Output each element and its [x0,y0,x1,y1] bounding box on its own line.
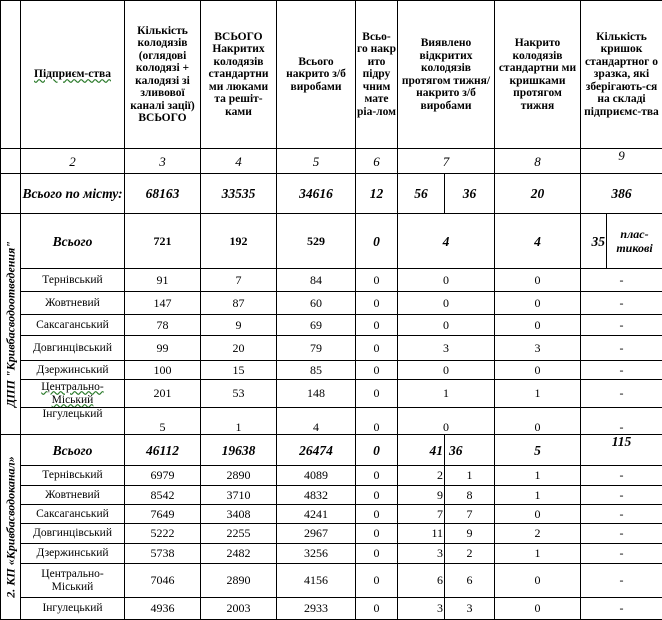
cell: 9 [445,524,495,544]
cell: 0 [495,598,581,620]
cell: - [581,544,662,564]
cell: 7046 [125,564,201,598]
cell: 0 [356,544,398,564]
group2-total-c9: 115 [581,435,662,466]
cell: 0 [356,380,398,408]
cell: 0 [398,408,495,435]
cell: 5222 [125,524,201,544]
cell: 2 [495,524,581,544]
cell: 0 [356,336,398,361]
cell: 0 [356,505,398,524]
cell: 6979 [125,466,201,486]
city-total-c7a: 56 [398,174,445,214]
cell: 0 [356,486,398,505]
cell: - [581,564,662,598]
cell: 0 [495,361,581,380]
cell: - [581,361,662,380]
city-total-row [1,174,662,214]
num-blank [1,149,21,174]
num-cell: 6 [356,149,398,174]
header-row [1,1,662,149]
cell: 0 [356,564,398,598]
cell: - [581,505,662,524]
num-cell: 4 [201,149,277,174]
cell: 4156 [277,564,356,598]
cell: 2933 [277,598,356,620]
cell: 6 [398,564,445,598]
cell: 3 [445,598,495,620]
header-covered-week: Накрито колодязів стандартни ми кришками протягом тижня [495,1,581,149]
table-row [1,505,662,524]
district-name: Саксаганський [21,505,125,524]
table-row [1,408,662,435]
cell: - [581,598,662,620]
cell: 0 [495,315,581,336]
city-total-c6: 12 [356,174,398,214]
cell: 0 [356,292,398,315]
district-name: Центрально-Міський [21,380,125,408]
group1-total-c4: 192 [201,214,277,269]
city-total-label: Всього по місту: [21,174,125,214]
district-name: Центрально-Міський [21,564,125,598]
group1-total-c7: 4 [398,214,495,269]
district-name: Жовтневий [21,486,125,505]
cell: - [581,408,662,435]
cell: 20 [201,336,277,361]
district-name: Довгинцівський [21,336,125,361]
cell: 3408 [201,505,277,524]
header-open-found: Виявлено відкритих колодязів протягом тижня/ накрито з/б виробами [398,1,495,149]
group2-total-c3: 46112 [125,435,201,466]
num-cell: 5 [277,149,356,174]
district-name: Тернівський [21,269,125,292]
group2-total-label: Всього [21,435,125,466]
cell: 3710 [201,486,277,505]
cell: 0 [356,598,398,620]
cell: 2255 [201,524,277,544]
cell: 0 [495,564,581,598]
cell: 5738 [125,544,201,564]
cell: - [581,292,662,315]
cell: 85 [277,361,356,380]
cell: 60 [277,292,356,315]
cell: 3 [398,336,495,361]
cell: 3 [495,336,581,361]
cell: 2967 [277,524,356,544]
table-row [1,598,662,620]
cell: - [581,524,662,544]
header-total-wells: Кількість колодязів (оглядові колодязі + калодязі зі зливової каналі зації) ВСЬОГО [125,1,201,149]
table-row [1,361,662,380]
cell: 148 [277,380,356,408]
table-row [1,380,662,408]
cell: 100 [125,361,201,380]
cell: 84 [277,269,356,292]
group2-total-c4: 19638 [201,435,277,466]
group1-total-c5: 529 [277,214,356,269]
cell: 4241 [277,505,356,524]
district-name: Жовтневий [21,292,125,315]
num-cell: 7 [398,149,495,174]
city-total-c9: 386 [581,174,662,214]
header-standard-covers: ВСЬОГО Накритих колодязів стандартни ми люками та решіт-ками [201,1,277,149]
cell: 0 [356,524,398,544]
cell: 78 [125,315,201,336]
cell: - [581,380,662,408]
cell: 69 [277,315,356,336]
header-stock-covers: Кількість кришок стандартног о зразка, які зберігають-ся на складі підприємс-тва [581,1,662,149]
cell: 0 [398,361,495,380]
cell: 7 [201,269,277,292]
cell: 11 [398,524,445,544]
group1-total-c3: 721 [125,214,201,269]
cell: - [581,269,662,292]
cell: 147 [125,292,201,315]
cell: 0 [398,315,495,336]
header-enterprise: Підприєм-ства [21,1,125,149]
district-name: Довгинцівський [21,524,125,544]
header-concrete-covers: Всього накрито з/б виробами [277,1,356,149]
cell: 0 [495,292,581,315]
cell: 91 [125,269,201,292]
cell: 0 [356,466,398,486]
cell: 2890 [201,564,277,598]
cell: 79 [277,336,356,361]
table-row [1,486,662,505]
header-blank [1,1,21,149]
cell: 1 [445,466,495,486]
city-blank [1,174,21,214]
group1-total-label: Всього [21,214,125,269]
cell: - [581,315,662,336]
cell: 1 [495,380,581,408]
district-name: Тернівський [21,466,125,486]
cell: 1 [398,380,495,408]
cell: 87 [201,292,277,315]
group1-total-c8: 4 [495,214,581,269]
cell: 0 [356,269,398,292]
cell: 8 [445,486,495,505]
city-total-c4: 33535 [201,174,277,214]
cell: - [581,336,662,361]
cell: 15 [201,361,277,380]
group1-total-c9a: 35 [581,214,607,269]
cell: 6 [445,564,495,598]
table-row [1,292,662,315]
city-total-c3: 68163 [125,174,201,214]
city-total-c8: 20 [495,174,581,214]
cell: 0 [495,505,581,524]
cell: 0 [398,292,495,315]
group1-total-c6: 0 [356,214,398,269]
cell: 3 [398,544,445,564]
cell: 3256 [277,544,356,564]
cell: 0 [495,269,581,292]
cell: - [581,486,662,505]
table-row [1,466,662,486]
cell: 7649 [125,505,201,524]
table-row [1,564,662,598]
group1-total-row [1,214,662,269]
table-row [1,315,662,336]
cell: 4089 [277,466,356,486]
cell: - [581,466,662,486]
cell: 0 [356,361,398,380]
district-name: Дзержинський [21,544,125,564]
cell: 2890 [201,466,277,486]
cell: 9 [201,315,277,336]
cell: 99 [125,336,201,361]
table-row [1,544,662,564]
cell: 1 [495,466,581,486]
cell: 2 [445,544,495,564]
cell: 201 [125,380,201,408]
table-row [1,336,662,361]
cell: 4 [277,408,356,435]
cell: 2482 [201,544,277,564]
district-name: Інгулецький [21,408,125,435]
cell: 2 [398,466,445,486]
cell: 0 [356,315,398,336]
num-cell: 8 [495,149,581,174]
cell: 8542 [125,486,201,505]
cell: 0 [356,408,398,435]
group2-total-c6: 0 [356,435,398,466]
city-total-c7b: 36 [445,174,495,214]
cell: 1 [201,408,277,435]
district-name: Інгулецький [21,598,125,620]
group2-total-c7a: 41 [398,435,445,466]
cell: 3 [398,598,445,620]
cell: 0 [398,269,495,292]
num-cell: 9 [581,149,662,174]
group2-total-c8: 5 [495,435,581,466]
group1-name: ДПП "Кривбасводоотведения" [1,214,21,435]
cell: 4832 [277,486,356,505]
num-cell: 3 [125,149,201,174]
cell: 1 [495,544,581,564]
cell: 7 [445,505,495,524]
cell: 53 [201,380,277,408]
cell: 4936 [125,598,201,620]
header-improvised-covers: Всьо-го накр ито підру чним мате ріа-лом [356,1,398,149]
cell: 2003 [201,598,277,620]
column-numbers-row [1,149,662,174]
group2-total-row [1,435,662,466]
district-name: Саксаганський [21,315,125,336]
group2-name: 2. КП «Кривбасводоканал» [1,435,21,620]
num-cell: 2 [21,149,125,174]
table-row [1,524,662,544]
cell: 5 [125,408,201,435]
group2-total-c5: 26474 [277,435,356,466]
cell: 9 [398,486,445,505]
cell: 1 [495,486,581,505]
table-row [1,269,662,292]
city-total-c5: 34616 [277,174,356,214]
district-name: Дзержинський [21,361,125,380]
group2-total-c7b: 36 [445,435,495,466]
group1-total-c9b: плас-тикові [607,214,662,269]
cell: 0 [495,408,581,435]
cell: 7 [398,505,445,524]
